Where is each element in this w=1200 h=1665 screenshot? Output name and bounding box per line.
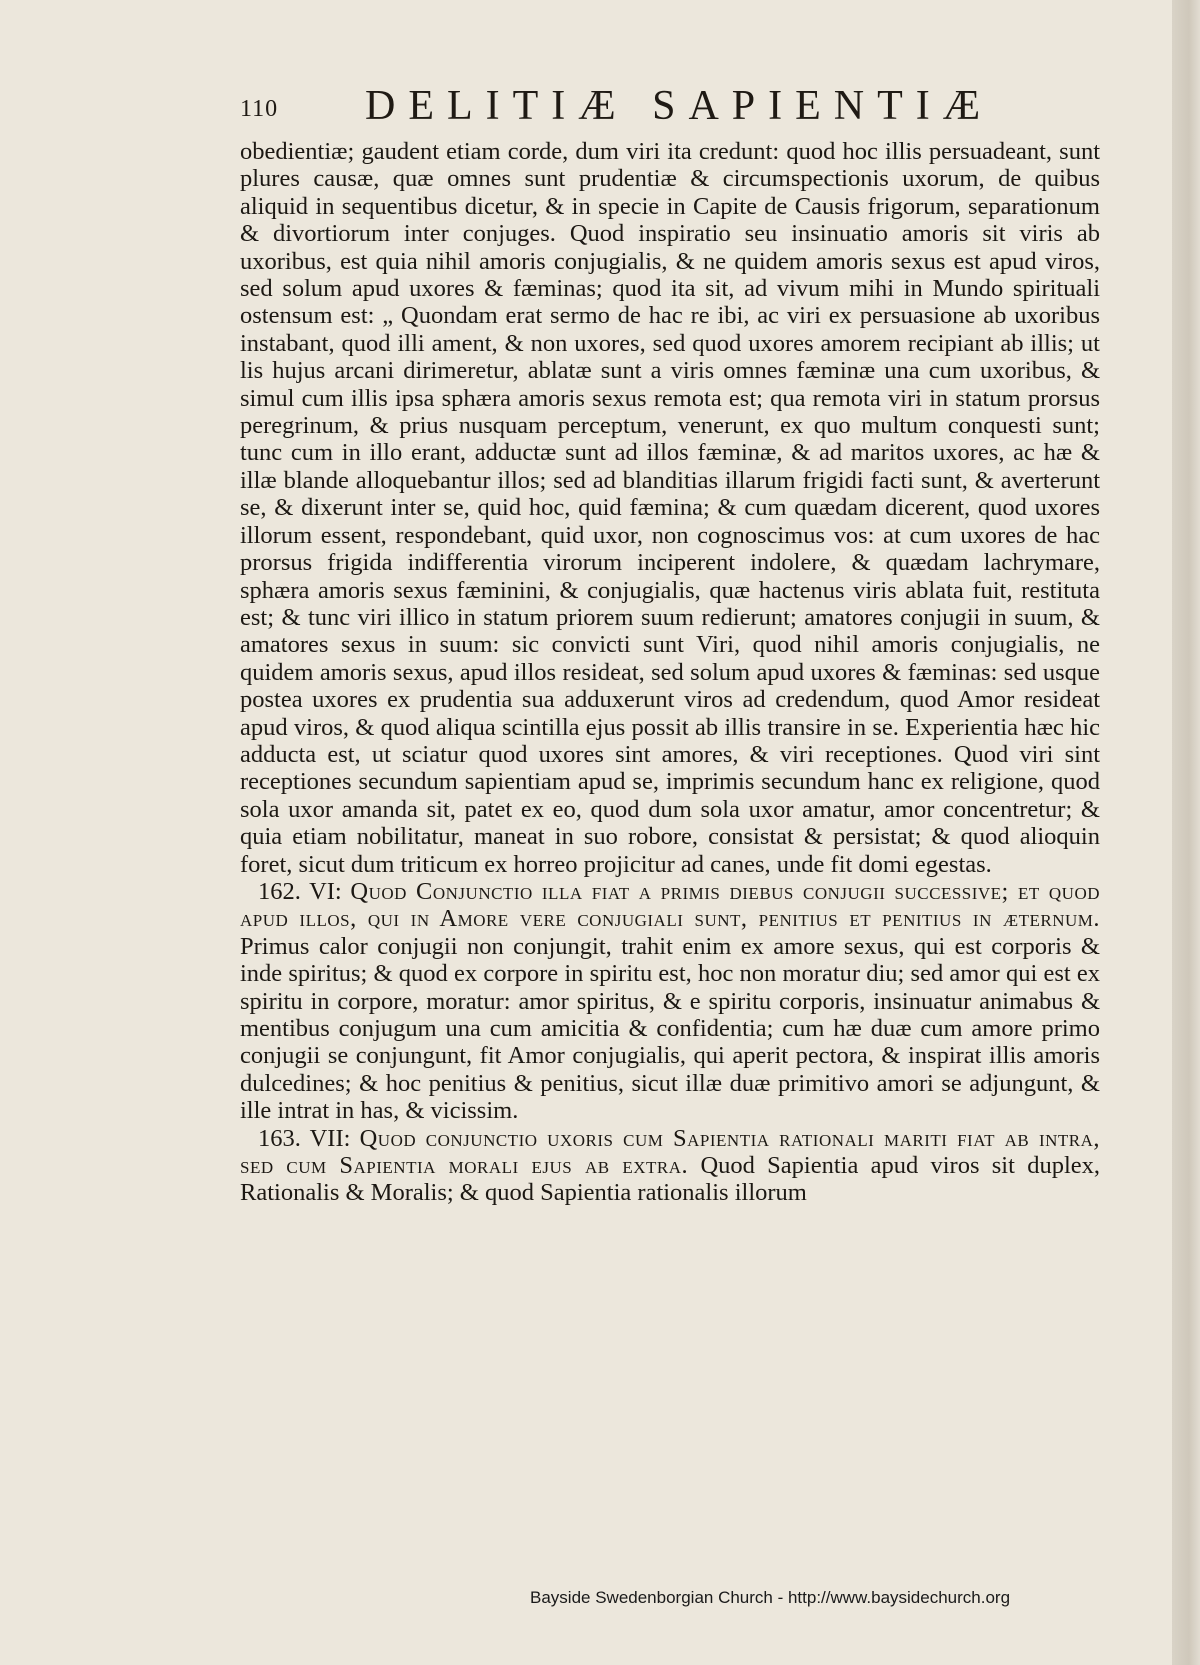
page-number: 110 (240, 96, 279, 122)
book-gutter (1172, 0, 1200, 1665)
section-163-text: Quod Sapientia apud viros sit duplex, Rationalis & Moralis; & quod Sapientia rationalis illorum (240, 1152, 1100, 1207)
section-163-number: 163. VII: (258, 1124, 351, 1152)
section-162-number: 162. VI: (258, 877, 342, 905)
section-162-heading: Quod Conjunctio illa fiat a primis diebus conjugii successive; et quod apud illos, qui in Amore vere conjugiali sunt, penitius et penitius in æternum. (240, 877, 1101, 933)
paragraph-1: obedientiæ; gaudent etiam corde, dum viri ita credunt: quod hoc illis persuadeant, sunt plures causæ, quæ omnes sunt prudentiæ & circumspectionis uxorum, de quibus aliquid in sequentibus dicetur, & in specie in Capite de Causis frigorum, separationum & divortiorum inter conjuges. Quod inspiratio seu insinuatio amoris sit viris ab uxoribus, est quia nihil amoris conjugialis, & ne quidem amoris sexus est apud viros, sed solum apud uxores & fæminas; quod ita sit, ad vivum mihi in Mundo spirituali ostensum est: „ Quondam erat sermo de hac re ibi, ac viri ex persuasione ab uxoribus instabant, quod illi ament, & non uxores, sed quod uxores amorem recipiant ab illis; ut lis hujus arcani dirimeretur, ablatæ sunt a viris omnes fæminæ una cum uxoribus, & simul cum illis ipsa sphæra amoris sexus remota est; qua remota viri in statum prorsus peregrinum, & prius nusquam perceptum, venerunt, ex quo multum conquesti sunt; tunc cum in illo erant, adductæ sunt ad illos fæminæ, & ad maritos uxores, ac hæ & illæ blande alloquebantur illos; sed ad blanditias illarum frigidi facti sunt, & averterunt se, & dixerunt inter se, quid hoc, quid fæmina; & cum quædam dicerent, quod uxores illorum essent, respondebant, quid uxor, non cognoscimus vos: at cum uxores de hac prorsus frigida indifferentia virorum inciperent indolere, & quædam lachrymare, sphæra amoris sexus fæminini, & conjugialis, quæ hactenus viris ablata fuit, restituta est; & tunc viri illico in statum priorem suum redierunt; amatores conjugii in suum, & amatores sexus in suum: sic convicti sunt Viri, quod nihil amoris conjugialis, ne quidem amoris sexus, apud illos resideat, sed solum apud uxores & fæminas: sed usque postea uxores ex prudentia sua adduxerunt viros ad credendum, quod Amor resideat apud viros, & quod aliqua scintilla ejus possit ab illis transire in se. Experientia hæc hic adducta est, ut sciatur quod uxores sint amores, & viri receptiones. Quod viri sint receptiones secundum sapientiam apud se, imprimis secundum hanc ex religione, quod sola uxor amanda sit, patet ex eo, quod dum sola uxor amatur, amor concentretur; & quia etiam nobilitatur, maneat in suo robore, consistat & persistat; & quod alioquin foret, sicut dum triticum ex horreo projicitur ad canes, unde fit domi egestas. (240, 138, 1100, 878)
section-162-text: Primus calor conjugii non conjungit, trahit enim ex amore sexus, qui est corporis & inde spiritus; & quod ex corpore in spiritu est, hoc non moratur diu; sed amor qui est ex spiritu in corpore, moratur: amor spiritus, & e spiritu corporis, insinuatur animabus & mentibus conjugum una cum amicitia & confidentia; cum hæ duæ cum amore primo conjugii se conjungunt, fit Amor conjugialis, qui aperit pectora, & inspirat illis amoris dulcedines; & hoc penitius & penitius, sicut illæ duæ primitivo amori se adjungunt, & ille intrat in has, & vicissim. (240, 932, 1100, 1125)
page-header (240, 82, 1100, 132)
body-text (240, 138, 1100, 1207)
section-163-heading: Quod conjunctio uxoris cum Sapientia rationali mariti fiat ab intra, sed cum Sapientia morali ejus ab extra. (240, 1124, 1101, 1180)
section-162 (240, 878, 1100, 1125)
section-163 (240, 1125, 1100, 1207)
source-watermark: Bayside Swedenborgian Church - http://www.baysidechurch.org (530, 1588, 1011, 1607)
running-title: DELITIÆ SAPIENTIÆ (365, 83, 994, 129)
